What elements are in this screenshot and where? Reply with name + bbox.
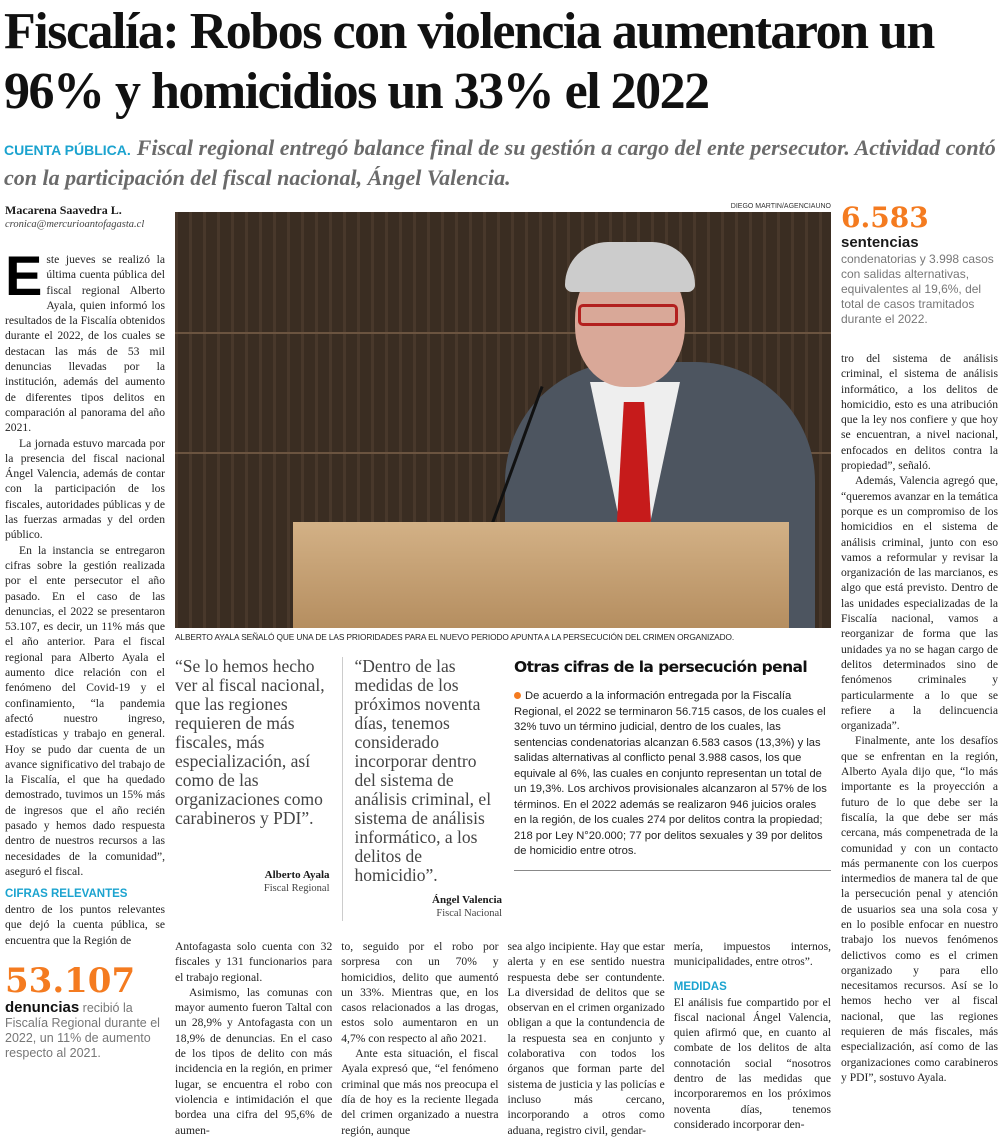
stat-unit: denuncias <box>5 999 80 1017</box>
paragraph: Finalmente, ante los desafíos que se enfrentan en la región, Alberto Ayala dijo que, “lo más importante es la proyección a futuro de lo que debe ser la fiscalía, la que debe ser más cercana, más compenetrada de la comunidad y con un contacto más permanente con los cuerpos intermedios de manera tal de que la persecución penal y atención de usuarios sea una sola cosa y en lo posible enfocar en nuestro trabajo los nuevos fenómenos delictivos como es el crimen organizado y para ello necesitamos recursos. Así se lo hemos hecho ver al fiscal nacional, que las regiones requieren de más fiscales, más especialización, así como de las organizaciones como carabineros y PDI”, sostuvo Ayala. <box>841 734 998 1084</box>
paragraph: to, seguido por el robo por sorpresa con un 70% y homicidios, delito que aumentó un 33%. Mientras que, en los casos relacionados a las drogas, estos solo aumentaron en un 4,7% con respecto al año 2021. <box>341 940 499 1045</box>
photo <box>175 212 831 628</box>
left-column <box>5 202 165 1061</box>
paragraph: Ante esta situación, el fiscal Ayala expresó que, “el fenómeno criminal que más nos preocupa el día de hoy es la reciente llegada del crimen organizado a nuestra región, aunque <box>341 1047 499 1137</box>
stat-denuncias <box>5 962 165 1061</box>
paragraph: La jornada estuvo marcada por la presencia del fiscal nacional Ángel Valencia, además de contar con la participación de los fiscales, autoridades públicas y de las fuerzas armadas y del orden público. <box>5 436 165 542</box>
right-column <box>841 202 998 1085</box>
stat-unit: sentencias <box>841 234 919 251</box>
paragraph: En la instancia se entregaron cifras sobre la gestión realizada por el ente persecutor el año pasado. En el caso de las denuncias, el 2022 se presentaron 53.107, es decir, un 11% más que el año anterior. Para el fiscal regional para Alberto Ayala el aumento dice relación con el fenómeno del Covid-19 y el confinamiento, “la pandemia afectó nuestro ingreso, estadísticas y trabajo en general. Hoy se pudo dar cuenta de un avance significativo del trabajo de la Fiscalía, el que ha quedado demostrado, tuvimos un 15% más de ingresos que el año recién pasado y hemos dado respuesta dentro de nuestros recursos a las necesidades de la comunidad”, aseguró el fiscal. <box>5 543 165 878</box>
quote-role: Fiscal Regional <box>263 883 330 894</box>
quote-text: “Dentro de las medidas de los próximos noventa días, tenemos considerado incorporar dentro del sistema de análisis criminal, el sistema de análisis informático, a los delitos de homicidio”. <box>354 656 492 885</box>
header <box>0 0 1000 192</box>
paragraph: Antofagasta solo cuenta con 32 fiscales y 131 funcionarios para el trabajo regional. <box>175 940 333 984</box>
pull-quote <box>175 657 330 896</box>
headline: Fiscalía: Robos con violencia aumentaron un 96% y homicidios un 33% el 2022 <box>4 3 934 120</box>
right-column-body <box>841 351 998 1085</box>
stat-text: recibió la Fiscalía Regional durante el 2022, un 11% de aumento respecto al 2021. <box>5 1001 160 1061</box>
glasses <box>578 304 678 326</box>
paragraph: dentro de los puntos relevantes que dejó la cuenta pública, se encuentra que la Región de <box>5 903 165 947</box>
center-column <box>175 202 831 1138</box>
paragraph: ste jueves se realizó la última cuenta pública del fiscal regional Alberto Ayala, quien informó los resultados de la Fiscalía obtenidos durante el 2022, de los cuales se destacan las más de 53 mil denuncias llevadas por la institución, además del aumento de diferentes tipos delitos en comparación al panorama del año 2021. <box>5 253 165 435</box>
section-heading: MEDIDAS <box>673 980 727 993</box>
info-box <box>514 657 831 871</box>
paragraph: tro del sistema de análisis criminal, el sistema de análisis informático, a los delitos de homicidio, esto es una atribución que la ley nos confiere y que hoy se encuentran, a nivel nacional, enfocados en delitos contra la propiedad”, señaló. <box>841 352 998 473</box>
column <box>508 939 665 1138</box>
bottom-columns <box>175 939 831 1138</box>
stat-number: 53.107 <box>5 961 136 1002</box>
box-title: Otras cifras de la persecución penal <box>514 658 808 676</box>
bullet-icon <box>514 692 521 699</box>
divider <box>342 657 343 921</box>
paragraph: mería, impuestos internos, municipalidades, entre otros”. <box>673 940 831 969</box>
subheadline <box>4 134 996 192</box>
stat-text: condenatorias y 3.998 casos con salidas alternativas, equivalentes al 19,6%, del total de casos tramitados durante el 2022. <box>841 252 994 326</box>
quote-name: Alberto Ayala <box>264 869 330 881</box>
quote-role: Fiscal Nacional <box>436 908 503 919</box>
paragraph: Además, Valencia agregó que, “queremos avanzar en la temática porque es un compromiso de los homicidios en el sistema de análisis criminal, junto con eso vamos a reformular y revisar la organización de las marcianos, es algo que está previsto. Dentro de las unidades especializadas de la Fiscalía nacional, vamos a reorganizar de forma que las unidades ya no se hagan cargo de delitos determinados sino de fenómenos criminales y particularmente a lo que se refiere a la delincuencia organizada”. <box>841 474 998 733</box>
section-heading: CIFRAS RELEVANTES <box>5 888 128 901</box>
box-text: De acuerdo a la información entregada por la Fiscalía Regional, el 2022 se terminaron 56.715 casos, de los cuales el 32% tuvo un término judicial, dentro de los cuales, las sentencias condenatorias alcanzan 6.583 casos (13,3%) y las salidas alternativas al conflicto penal 3.988 casos, los que equivale al 6%, las cuales en conjunto representan un total de un 19,3%. Los archivos provisionales alcanzaron al 57% de los términos. En el 2022 además se realizaron 946 juicios orales en la región, de los cuales 274 por delitos contra la propiedad; 218 por Ley N°20.000; 77 por delitos sexuales y 39 por delitos de homicidio entre otros. <box>514 690 827 857</box>
column <box>341 939 498 1138</box>
article-grid <box>0 192 1000 1144</box>
column <box>175 939 332 1138</box>
column <box>674 939 831 1138</box>
podium <box>293 522 789 628</box>
paragraph: El análisis fue compartido por el fiscal nacional Ángel Valencia, quien afirmó que, en cuanto al combate de los delitos de alta connotación social “nosotros dentro de las medidas que incorporaremos en los próximos noventa días, tenemos considerado incorporar den- <box>673 995 831 1131</box>
pull-quote <box>355 657 503 921</box>
paragraph: sea algo incipiente. Hay que estar alerta y en ese sentido nuestra respuesta debe ser contundente. La diversidad de delitos que se observan en el crimen organizado obligan a que la contundencia de la respuesta sea en conjunto y colaborativa con todos los órganos que forman parte del sistema de justicia y las policías e incluso más cercano, incorporando a otros como aduana, registro civil, gendar- <box>507 940 665 1137</box>
kicker: CUENTA PÚBLICA. <box>4 142 131 158</box>
author-email[interactable]: cronica@mercurioantofagasta.cl <box>5 219 145 230</box>
stat-sentencias <box>841 202 998 327</box>
quotes-and-box <box>175 657 831 921</box>
stat-number: 6.583 <box>841 201 929 234</box>
quote-name: Ángel Valencia <box>432 894 503 906</box>
dropcap: E <box>5 244 43 307</box>
quote-text: “Se lo hemos hecho ver al fiscal nacional, que las regiones requieren de más fiscales, más especialización, así como de las organizaciones como carabineros y PDI”. <box>175 656 325 828</box>
left-column-body <box>5 244 165 948</box>
author: Macarena Saavedra L. <box>5 203 122 217</box>
photo-caption: ALBERTO AYALA SEÑALÓ QUE UNA DE LAS PRIORIDADES PARA EL NUEVO PERIODO APUNTA A LA PERSECUCIÓN DEL CRIMEN ORGANIZADO. <box>175 632 735 642</box>
paragraph: Asimismo, las comunas con mayor aumento fueron Taltal con un 28,9% y Antofagasta con un 18,9% de denuncias. En el caso de los tipos de delito con más incidencia en la región, en primer lugar, se encuentra el robo con violencia e intimidación el que bordea una cifra del 95,6% de aumen- <box>175 985 333 1137</box>
photo-credit: DIEGO MARTIN/AGENCIAUNO <box>730 203 831 210</box>
subhead-text: Fiscal regional entregó balance final de su gestión a cargo del ente persecutor. Actividad contó con la participación del fiscal nacional, Ángel Valencia. <box>4 135 996 190</box>
